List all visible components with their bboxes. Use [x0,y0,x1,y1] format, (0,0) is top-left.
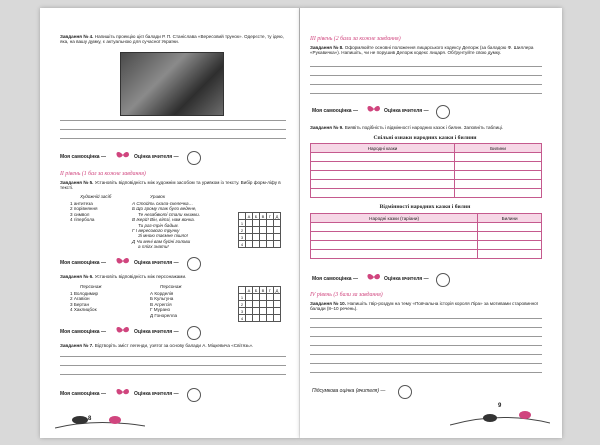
teacher-assessment-label-2: Оцінка вчителя — [134,260,179,266]
task6-col2-head: Персонаж [160,284,182,289]
butterfly-icon [366,272,382,282]
butterfly-icon [115,256,131,266]
level2-heading: II рівень (1 бал за кожне завдання) [60,171,146,177]
butterfly-icon [115,325,131,335]
teacher-score-circle[interactable] [187,388,201,402]
teacher-score-circle[interactable] [187,326,201,340]
self-assessment-label: Моя самооцінка — [60,154,106,160]
answer-grid-6[interactable]: А Б В Г Д 1 2 3 4 [238,286,281,322]
teacher-score-circle[interactable] [436,273,450,287]
table2-title: Відмінності народних казки і билин [379,204,471,210]
task7: Завдання № 7. Відтворіть зміст легенди, узятої за основу балади А. Міцкевича «Світязь». [60,343,254,348]
right-page [300,8,562,438]
task5-col1-list: 1 антитеза 2 порівняння 3 символ 4 гіпербола [70,201,98,223]
task5: Завдання № 5. Установіть відповідність між художнім засобом та уривком із тексту. Вибір форм-ліфу в тексті. [60,180,281,191]
butterfly-icon [366,104,382,114]
task6: Завдання № 6. Установіть відповідність між персонажами. [60,274,187,279]
teacher-score-circle[interactable] [187,257,201,271]
teacher-assessment-label-r2: Оцінка вчителя — [384,276,429,282]
teacher-score-circle[interactable] [436,105,450,119]
answer-grid-5[interactable]: А Б В Г Д 1 2 3 4 [238,212,281,248]
butterfly-icon [115,387,131,397]
task5-col2-list: А Стойть скала-скелечка… Б Що грому таж було ведене, Те незабвюті стали книжки. В Ікерй! Він, вітзі, нам вонка. Ти раз-трін бадьм. Г І вересового трунку Зі мною таємне пішло! Д Чи менi вам буйні голови а плігх знати! [132,201,201,250]
teacher-assessment-label-r1: Оцінка вчителя — [384,108,429,114]
bird-branch-decoration [55,408,145,433]
butterfly-icon [115,150,131,160]
task6-col1-list: 1 Володимир 2 Агавіон 3 Бертан 4 Хаклицбок [70,291,99,313]
task5-col1-head: Художній засіб [80,194,112,199]
illustration-photo [120,52,224,116]
table1-title: Спільні ознаки народних казки і билини [373,135,477,141]
similarities-table[interactable]: Народні казки Билини [310,143,542,198]
teacher-assessment-label-4: Оцінка вчителя — [134,391,179,397]
task6-col2-list: А Корделія Б Кульгуна В Агрегсія Г Мурано Д Гонорелла [150,291,178,318]
task6-col1-head: Персонаж [80,284,102,289]
task8: Завдання № 8. Оформлюйте основні положення лицарського кодексу Делорж (за баладою Ф. Шиллера «Рукавичка»). Напишіть, чи не порушив Делорж кодекс лицаря. Обґрунтуйте свою думку. [310,45,534,56]
final-score-circle[interactable] [398,385,412,399]
task5-col2-head: Уривок [150,194,166,199]
final-assessment-label: Підсумкова оцінка (вчителя) — [312,388,386,394]
self-assessment-label-3: Моя самооцінка — [60,329,106,335]
task10: Завдання № 10. Напишіть твір-роздум на тему «Повчальна історія короля Ліра» за мотивами старовинної балади (8–10 речень). [310,301,538,312]
teacher-assessment-label-3: Оцінка вчителя — [134,329,179,335]
self-assessment-label-r2: Моя самооцінка — [312,276,358,282]
level4-heading: IV рівень (3 бали за завдання) [310,292,383,298]
self-assessment-label-r1: Моя самооцінка — [312,108,358,114]
left-page [40,8,300,438]
teacher-assessment-label: Оцінка вчителя — [134,154,179,160]
page-number-right: 9 [498,403,502,409]
page-number-left: 8 [88,416,92,422]
differences-table[interactable]: Народні казки (таріани) Билини [310,213,542,259]
task4: Завдання № 4. Напишіть проекцію цієї балади Р. П. Станіслава «Вересовий трунок». Одерєсте, ту ідею, яка, на вашу думку, є актуальною для сучасної України. [60,34,284,45]
task9: Завдання № 9. Виявіть подібність і відмінності народних казок і билин. Заповніть таблиці. [310,125,504,130]
self-assessment-label-2: Моя самооцінка — [60,260,106,266]
self-assessment-label-4: Моя самооцінка — [60,391,106,397]
level3-heading: III рівень (2 бали за кожне завдання) [310,36,401,42]
teacher-score-circle[interactable] [187,151,201,165]
